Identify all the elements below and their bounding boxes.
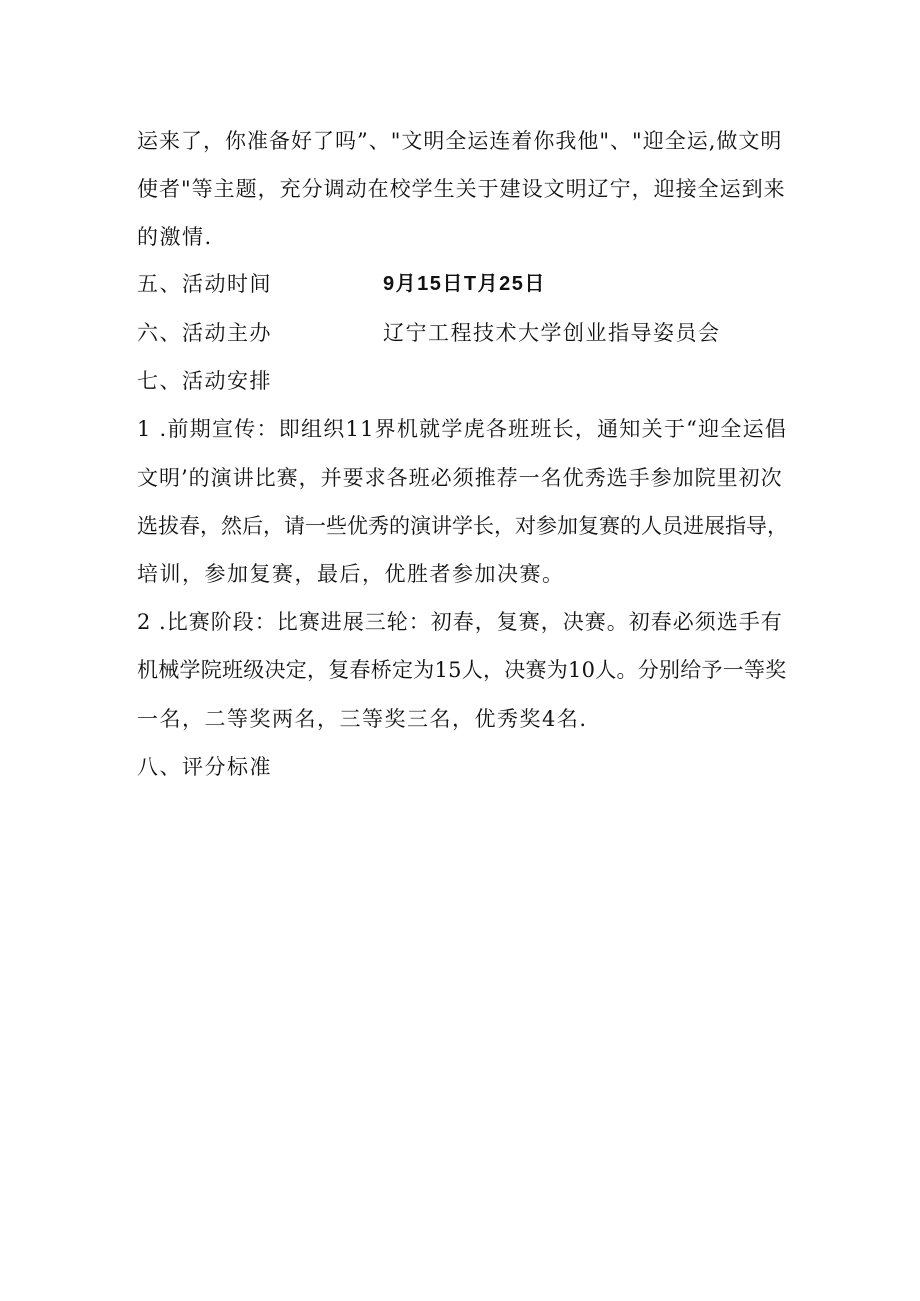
item-1-line-2: 文明’的演讲比赛，并要求各班必须推荐一名优秀选手参加院里初次 [137, 466, 783, 490]
section-7-label: 七、活动安排 [137, 369, 272, 393]
intro-line-2: 使者"等主题，充分调动在校学生关于建设文明辽宁，迎接全运到来 [137, 177, 786, 201]
intro-line-1: 运来了，你准备好了吗”、"文明全运连着你我他"、"迎全运,做文明 [137, 129, 783, 153]
section-6-value: 辽宁工程技术大学创业指导姿员会 [383, 321, 721, 345]
item-2-line-2: 机械学院班级决定，复春桥定为15人，决赛为10人。分别给予一等奖 [137, 658, 787, 682]
item-1-line-3: 选拔春，然后，请一些优秀的演讲学长，对参加复赛的人员进展指导， [137, 514, 788, 538]
item-2-line-3: 一名，二等奖两名，三等奖三名，优秀奖4名. [137, 707, 588, 731]
section-8-label: 八、评分标准 [137, 755, 272, 779]
section-5-value: 9月15日T月25日 [383, 273, 546, 295]
item-2-line-1: 2 .比赛阶段：比赛进展三轮：初春，复赛，决赛。初春必须选手有 [137, 610, 783, 634]
section-5-label: 五、活动时间 [137, 272, 272, 296]
intro-line-3: 的激情. [137, 225, 213, 249]
item-1-line-1: 1 .前期宣传：即组织11界机就学虎各班班长，通知关于“迎全运倡 [137, 417, 788, 441]
section-6-label: 六、活动主办 [137, 321, 272, 345]
item-1-line-4: 培训，参加复赛，最后，优胜者参加决赛。 [137, 562, 565, 586]
